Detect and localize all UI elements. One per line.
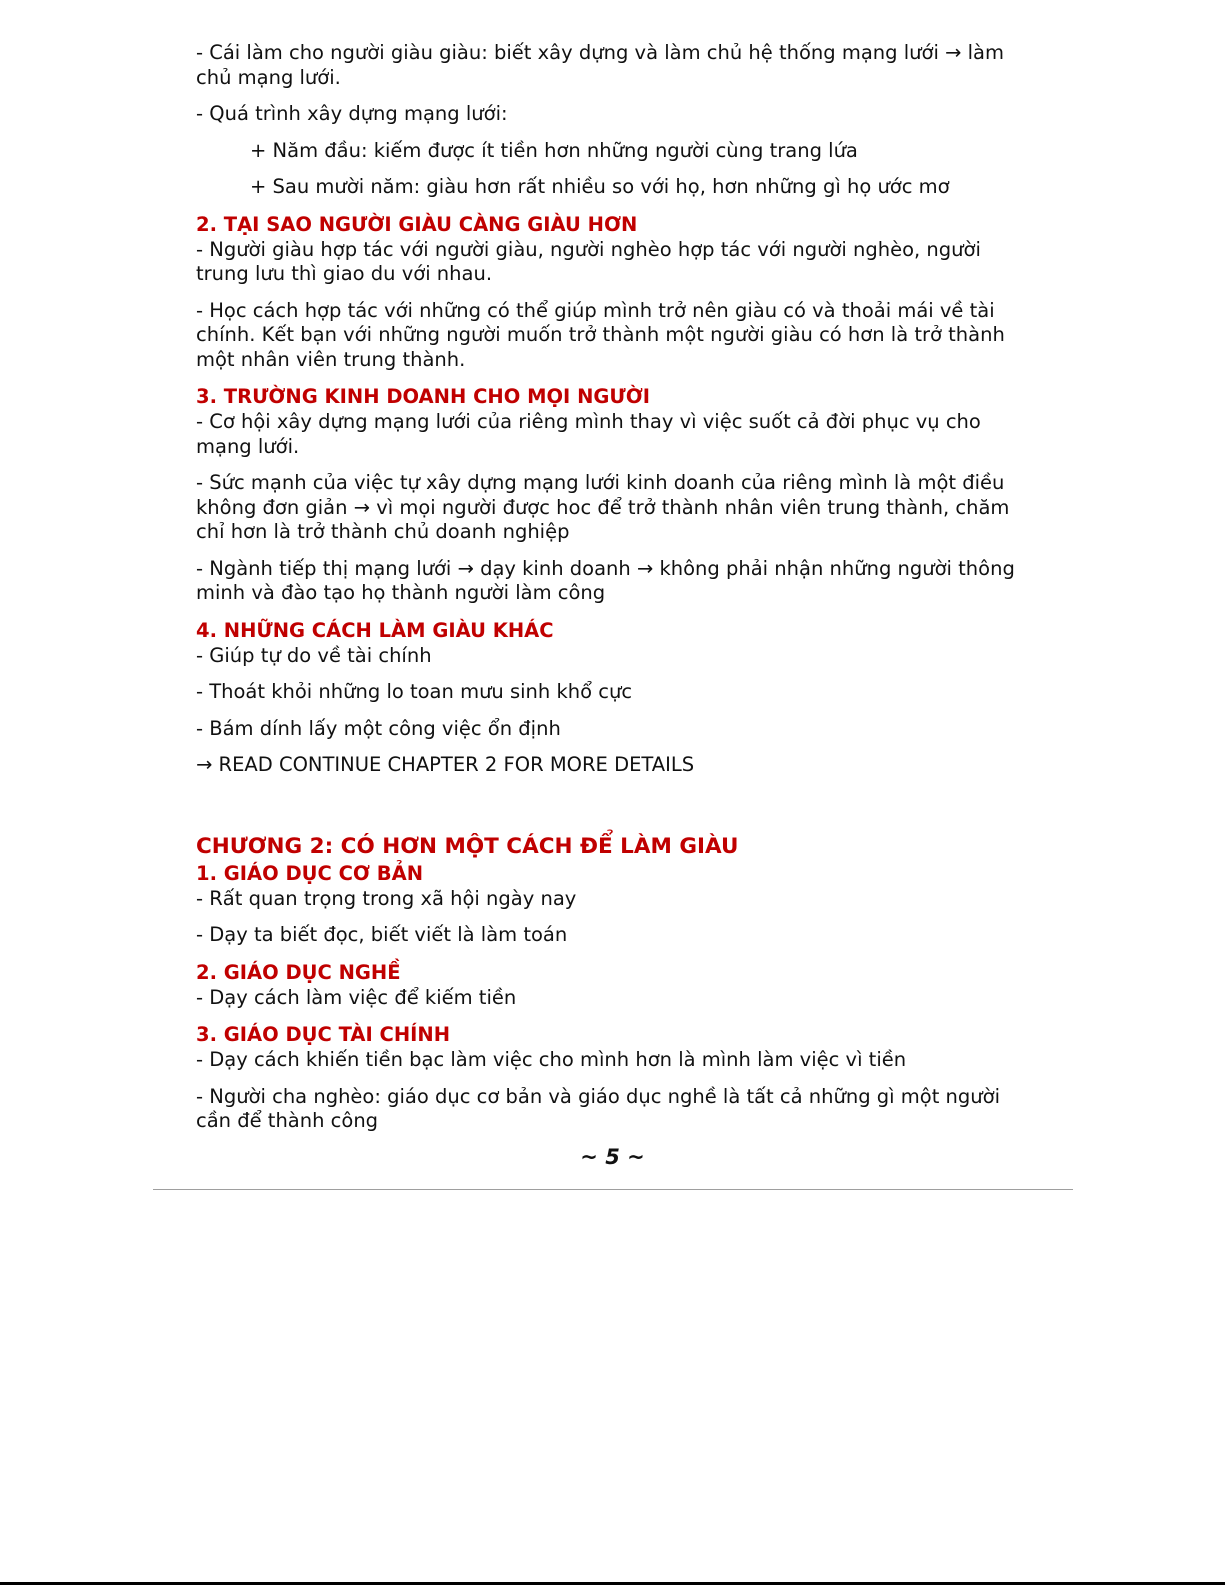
paragraph: - Người giàu hợp tác với người giàu, người nghèo hợp tác với người nghèo, người trung lưu thì giao du với nhau. — [196, 237, 981, 285]
paragraph: - Quá trình xây dựng mạng lưới: — [196, 102, 508, 125]
document-body — [196, 41, 1026, 1146]
section-heading: 1. GIÁO DỤC CƠ BẢN — [196, 861, 424, 885]
section-heading: 2. TẠI SAO NGƯỜI GIÀU CÀNG GIÀU HƠN — [196, 212, 638, 236]
paragraph: - Dạy cách làm việc để kiếm tiền — [196, 985, 517, 1009]
paragraph: - Học cách hợp tác với những có thể giúp mình trở nên giàu có và thoải mái về tài chính. Kết bạn với những người muốn trở thành một người giàu có hơn là trở thành một nhân viên trung thành. — [196, 298, 1005, 371]
paragraph: - Dạy cách khiến tiền bạc làm việc cho mình hơn là mình làm việc vì tiền — [196, 1048, 907, 1071]
paragraph: → READ CONTINUE CHAPTER 2 FOR MORE DETAILS — [196, 753, 695, 776]
section-heading: 3. GIÁO DỤC TÀI CHÍNH — [196, 1023, 451, 1046]
paragraph: - Cái làm cho người giàu giàu: biết xây dựng và làm chủ hệ thống mạng lưới → làm chủ mạng lưới. — [196, 41, 1004, 89]
page-divider — [153, 1189, 1073, 1190]
paragraph: - Bám dính lấy một công việc ổn định — [196, 716, 561, 740]
paragraph: - Dạy ta biết đọc, biết viết là làm toán — [196, 923, 568, 946]
section-spacer — [196, 790, 1026, 833]
section-heading: 2. GIÁO DỤC NGHỀ — [196, 960, 401, 984]
page-number: ~ 5 ~ — [580, 1145, 645, 1169]
sub-list-item: + Sau mười năm: giàu hơn rất nhiều so với họ, hơn những gì họ ước mơ — [250, 175, 950, 198]
section-heading: 4. NHỮNG CÁCH LÀM GIÀU KHÁC — [196, 618, 554, 642]
paragraph: - Giúp tự do về tài chính — [196, 643, 432, 667]
paragraph: - Thoát khỏi những lo toan mưu sinh khổ cực — [196, 680, 633, 703]
paragraph: - Sức mạnh của việc tự xây dựng mạng lưới kinh doanh của riêng mình là một điều không đơn giản → vì mọi người được hoc để trở thành nhân viên trung thành, chăm chỉ hơn là trở thành chủ doanh nghiệp — [196, 471, 1010, 543]
paragraph: - Cơ hội xây dựng mạng lưới của riêng mình thay vì việc suốt cả đời phục vụ cho mạng lưới. — [196, 410, 981, 458]
paragraph: - Ngành tiếp thị mạng lưới → dạy kinh doanh → không phải nhận những người thông minh và đào tạo họ thành người làm công — [196, 556, 1015, 604]
sub-list-item: + Năm đầu: kiếm được ít tiền hơn những người cùng trang lứa — [250, 138, 858, 162]
paragraph: - Rất quan trọng trong xã hội ngày nay — [196, 886, 577, 910]
paragraph: - Người cha nghèo: giáo dục cơ bản và giáo dục nghề là tất cả những gì một người cần để thành công — [196, 1084, 1000, 1132]
section-heading: 3. TRƯỜNG KINH DOANH CHO MỌI NGƯỜI — [196, 385, 651, 408]
chapter-title: CHƯƠNG 2: CÓ HƠN MỘT CÁCH ĐỂ LÀM GIÀU — [196, 833, 739, 859]
